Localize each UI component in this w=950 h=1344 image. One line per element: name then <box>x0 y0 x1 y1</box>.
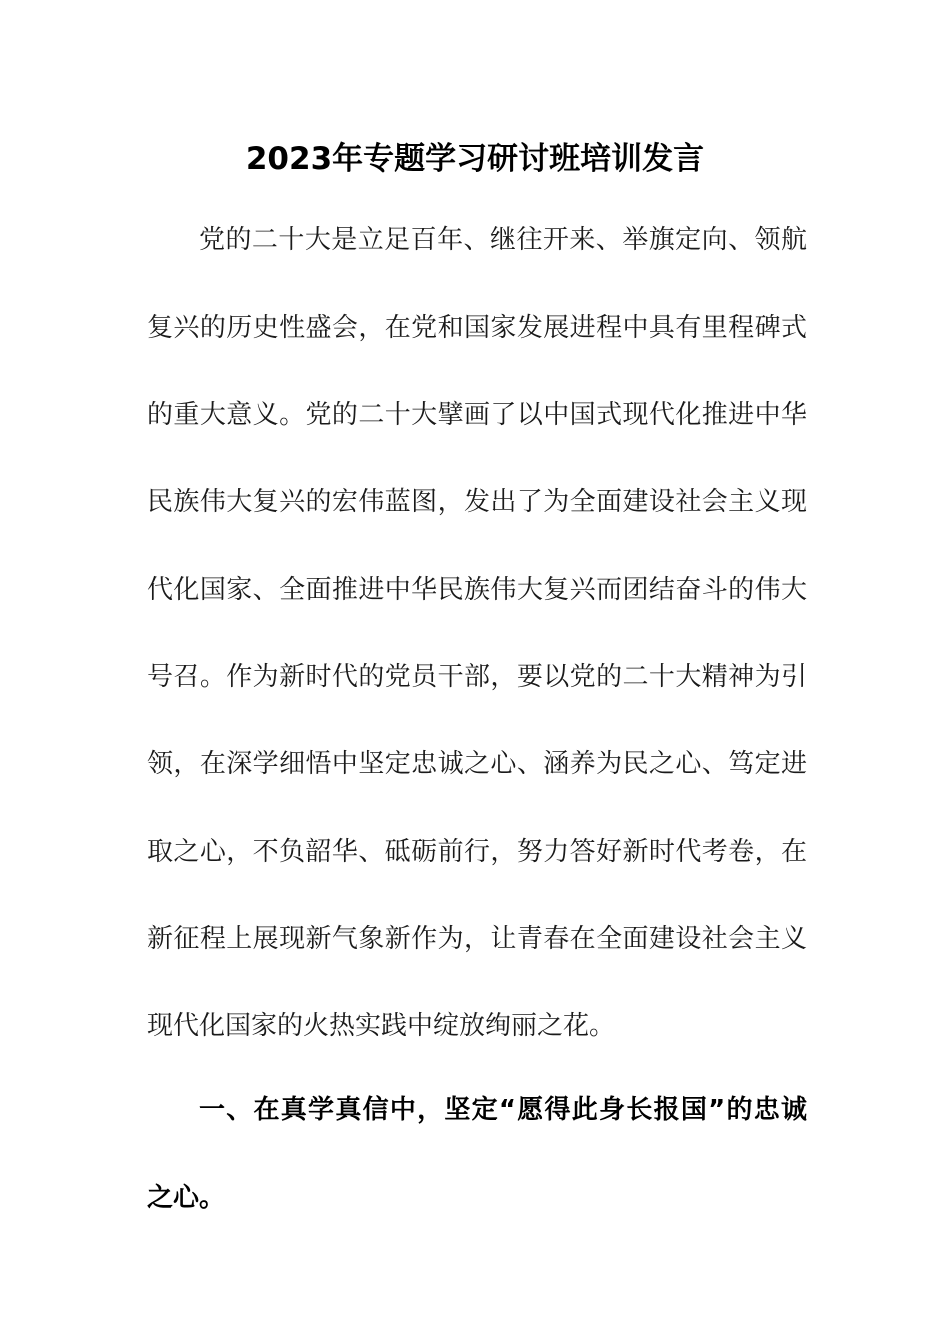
paragraph-line: 党的二十大是立足百年、继往开来、举旗定向、领航 <box>199 225 807 255</box>
paragraph-line: 代化国家、全面推进中华民族伟大复兴而团结奋斗的伟大 <box>147 575 807 605</box>
paragraph-line: 新征程上展现新气象新作为，让青春在全面建设社会主义 <box>147 924 807 954</box>
paragraph-line: 取之心，不负韶华、砥砺前行，努力答好新时代考卷，在 <box>147 837 807 867</box>
document-title: 2023年专题学习研讨班培训发言 <box>245 141 705 177</box>
paragraph-line: 的重大意义。党的二十大擘画了以中国式现代化推进中华 <box>147 400 807 430</box>
paragraph-line: 民族伟大复兴的宏伟蓝图，发出了为全面建设社会主义现 <box>147 487 807 517</box>
paragraph-line: 号召。作为新时代的党员干部，要以党的二十大精神为引 <box>147 662 807 692</box>
section-heading-line: 之心。 <box>147 1183 226 1213</box>
paragraph-line: 现代化国家的火热实践中绽放绚丽之花。 <box>147 1011 616 1041</box>
section-heading-line: 一、在真学真信中，坚定“愿得此身长报国”的忠诚 <box>199 1095 807 1125</box>
paragraph-line: 领，在深学细悟中坚定忠诚之心、涵养为民之心、笃定进 <box>147 749 807 779</box>
paragraph-line: 复兴的历史性盛会，在党和国家发展进程中具有里程碑式 <box>147 313 807 343</box>
